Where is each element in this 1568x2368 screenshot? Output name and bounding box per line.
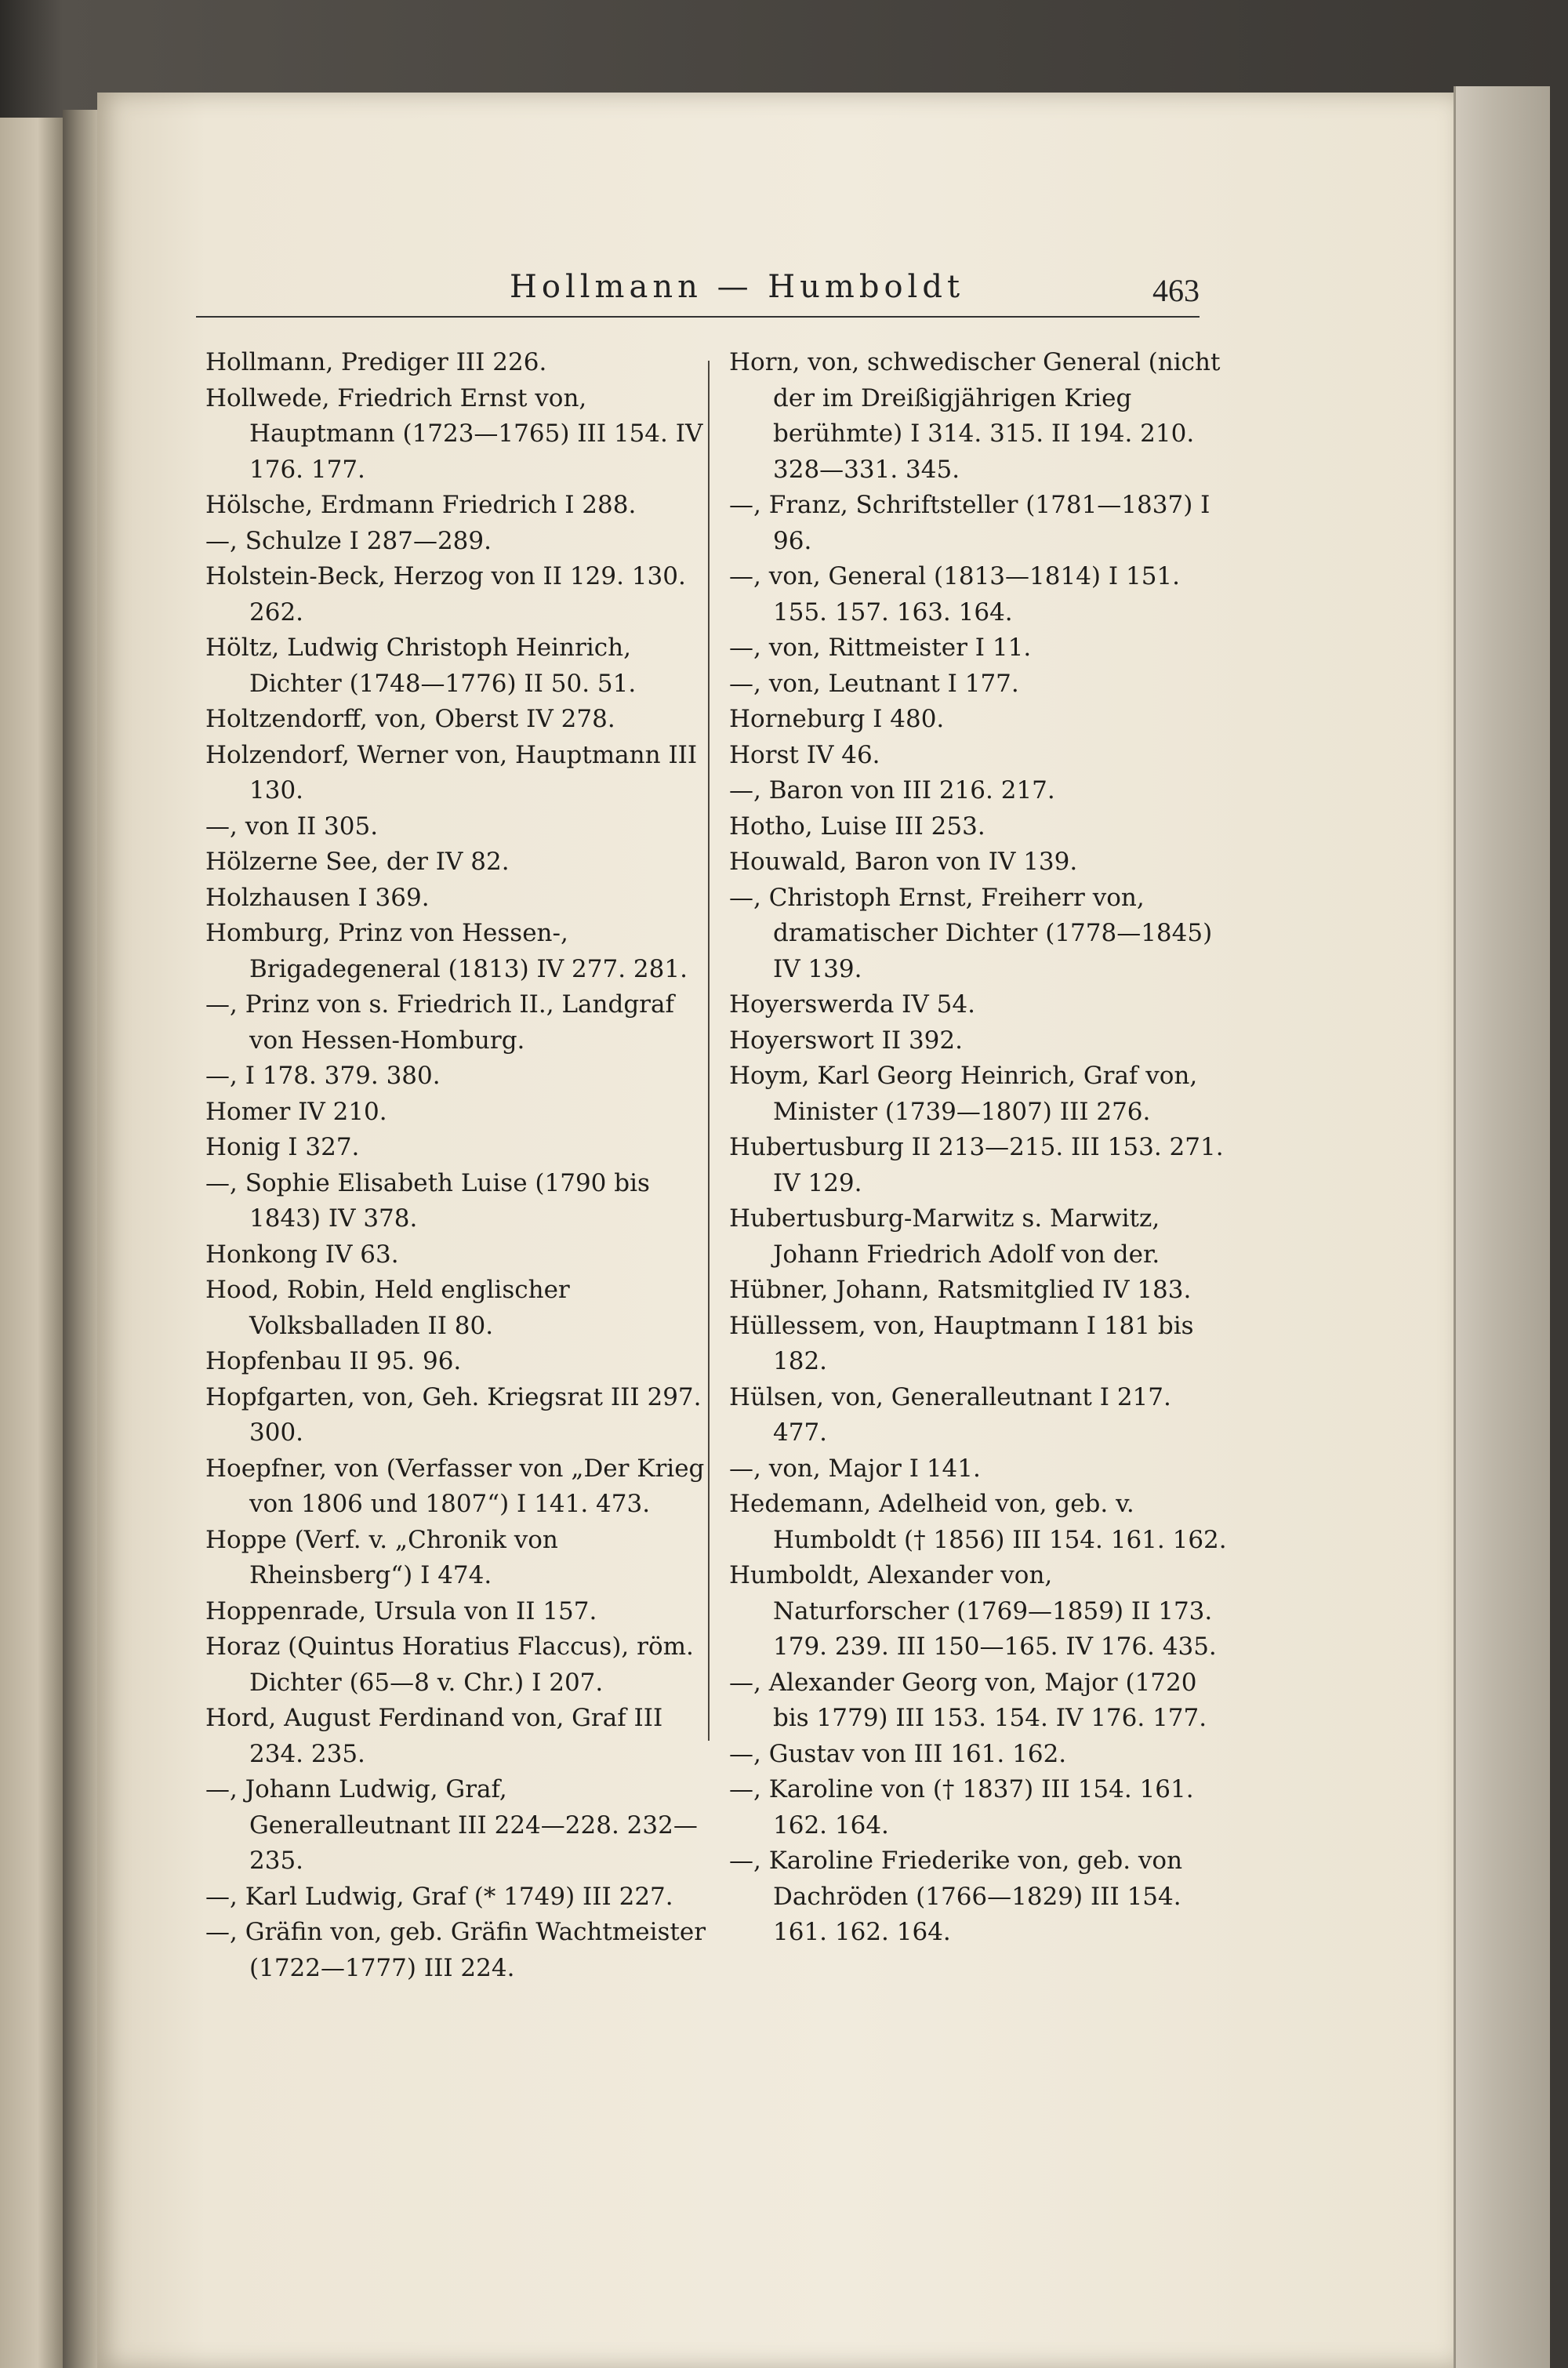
index-entry: —, Gustav von III 161. 162. — [729, 1739, 1067, 1768]
index-entry: Honkong IV 63. — [205, 1240, 399, 1269]
index-entry: Hubertusburg II 213—215. III 153. 271. IV 129. — [729, 1133, 1224, 1197]
column-divider — [708, 361, 710, 1741]
index-entry: Hotho, Luise III 253. — [729, 812, 985, 841]
index-entry: Hopfgarten, von, Geh. Kriegsrat III 297. 300. — [205, 1382, 702, 1447]
index-entry: —, Karl Ludwig, Graf (* 1749) III 227. — [205, 1882, 673, 1911]
index-entry: Hülsen, von, Generalleutnant I 217. 477. — [729, 1382, 1171, 1447]
page-stack-edge — [1454, 86, 1550, 2368]
index-entry: —, Christoph Ernst, Freiherr von, dramatischer Dichter (1778—1845) IV 139. — [729, 883, 1213, 983]
index-entry: Hoppenrade, Ursula von II 157. — [205, 1596, 597, 1625]
index-entry: Hübner, Johann, Ratsmitglied IV 183. — [729, 1276, 1192, 1304]
index-entry: Hood, Robin, Held englischer Volksballaden II 80. — [205, 1276, 570, 1340]
page-header — [196, 255, 1200, 325]
running-title: Hollmann — Humboldt — [510, 269, 965, 305]
index-entry: —, Franz, Schriftsteller (1781—1837) I 96. — [729, 491, 1210, 555]
index-entry: —, von II 305. — [205, 812, 379, 841]
index-entry: Hoyerswerda IV 54. — [729, 990, 975, 1019]
index-entry: Hedemann, Adelheid von, geb. v. Humboldt († 1856) III 154. 161. 162. — [729, 1490, 1227, 1554]
index-entry: —, von, General (1813—1814) I 151. 155. 157. 163. 164. — [729, 562, 1180, 627]
index-entry: Hoyerswort II 392. — [729, 1026, 963, 1055]
index-entry: Hoym, Karl Georg Heinrich, Graf von, Minister (1739—1807) III 276. — [729, 1062, 1198, 1126]
index-entry: —, Gräfin von, geb. Gräfin Wachtmeister (1722—1777) III 224. — [205, 1918, 706, 1982]
index-entry: —, Baron von III 216. 217. — [729, 776, 1055, 804]
index-entry: Hölsche, Erdmann Friedrich I 288. — [205, 491, 637, 519]
book-gutter — [63, 110, 102, 2368]
index-entry: Houwald, Baron von IV 139. — [729, 848, 1078, 876]
index-entry: —, Sophie Elisabeth Luise (1790 bis 1843) IV 378. — [205, 1168, 650, 1233]
index-entry: —, Schulze I 287—289. — [205, 526, 492, 555]
index-column-left — [205, 345, 707, 1986]
index-entry: Holzhausen I 369. — [205, 883, 430, 912]
page-number: 463 — [1152, 273, 1200, 308]
index-entry: —, Karoline von († 1837) III 154. 161. 162. 164. — [729, 1775, 1194, 1840]
header-rule — [196, 316, 1200, 318]
index-entry: —, von, Major I 141. — [729, 1454, 981, 1483]
index-entry: —, Karoline Friederike von, geb. von Dachröden (1766—1829) III 154. 161. 162. 164. — [729, 1847, 1183, 1946]
index-entry: —, Alexander Georg von, Major (1720 bis 1779) III 153. 154. IV 176. 177. — [729, 1668, 1207, 1732]
index-entry: —, Prinz von s. Friedrich II., Landgraf von Hessen-Homburg. — [205, 990, 674, 1055]
index-entry: Hopfenbau II 95. 96. — [205, 1347, 462, 1375]
index-entry: Hoppe (Verf. v. „Chronik von Rheinsberg“) I 474. — [205, 1525, 558, 1589]
index-entry: Hölzerne See, der IV 82. — [205, 848, 510, 876]
index-entry: Höltz, Ludwig Christoph Heinrich, Dichter (1748—1776) II 50. 51. — [205, 634, 637, 698]
index-entry: Holstein-Beck, Herzog von II 129. 130. 262. — [205, 562, 686, 627]
index-entry: Hord, August Ferdinand von, Graf III 234. 235. — [205, 1704, 663, 1768]
index-entry: —, von, Rittmeister I 11. — [729, 634, 1032, 662]
index-entry: Hollmann, Prediger III 226. — [205, 348, 547, 376]
index-entry: Homer IV 210. — [205, 1097, 387, 1126]
index-entry: Holtzendorff, von, Oberst IV 278. — [205, 705, 615, 733]
index-entry: —, von, Leutnant I 177. — [729, 669, 1019, 698]
index-entry: Honig I 327. — [205, 1133, 360, 1161]
index-entry: Horst IV 46. — [729, 740, 880, 769]
index-entry: Holzendorf, Werner von, Hauptmann III 130. — [205, 740, 698, 804]
index-column-right — [729, 345, 1231, 1951]
index-entry: Hüllessem, von, Hauptmann I 181 bis 182. — [729, 1311, 1194, 1375]
index-entry: Humboldt, Alexander von, Naturforscher (1769—1859) II 173. 179. 239. III 150—165. IV 176. 435. — [729, 1561, 1217, 1661]
index-entry: Horaz (Quintus Horatius Flaccus), röm. Dichter (65—8 v. Chr.) I 207. — [205, 1633, 694, 1697]
index-entry: Hoepfner, von (Verfasser von „Der Krieg von 1806 und 1807“) I 141. 473. — [205, 1454, 705, 1518]
index-entry: —, I 178. 379. 380. — [205, 1062, 441, 1090]
index-entry: Horneburg I 480. — [729, 705, 945, 733]
index-entry: Homburg, Prinz von Hessen-, Brigadegeneral (1813) IV 277. 281. — [205, 919, 688, 983]
index-entry: Hollwede, Friedrich Ernst von, Hauptmann (1723—1765) III 154. IV 176. 177. — [205, 383, 703, 484]
index-entry: —, Johann Ludwig, Graf, Generalleutnant III 224—228. 232—235. — [205, 1775, 698, 1875]
index-entry: Horn, von, schwedischer General (nicht der im Dreißigjährigen Krieg berühmte) I 314. 315. II 194. 210. 328—331. 345. — [729, 348, 1221, 484]
index-entry: Hubertusburg-Marwitz s. Marwitz, Johann Friedrich Adolf von der. — [729, 1204, 1160, 1269]
facing-page-edge — [0, 118, 63, 2368]
